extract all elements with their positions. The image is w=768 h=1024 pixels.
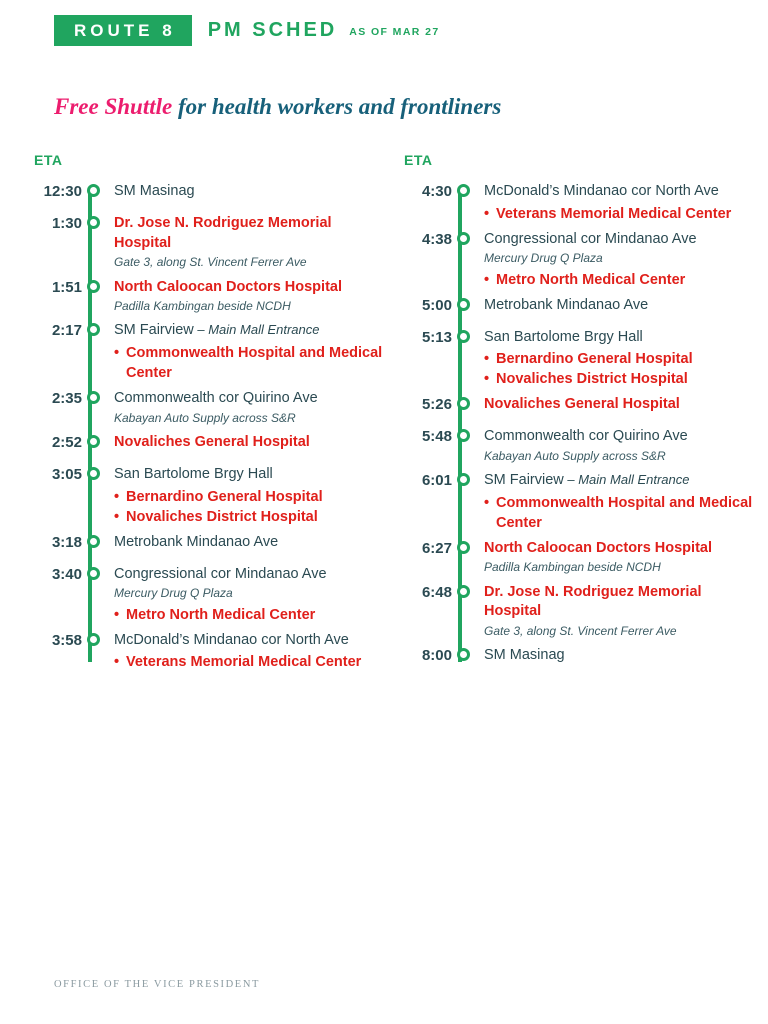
stop-body	[474, 230, 697, 290]
page-header	[0, 0, 768, 50]
stop-name: SM Masinag	[114, 183, 195, 199]
stop-name: Dr. Jose N. Rodriguez Memorial Hospital	[114, 215, 332, 251]
stop-row	[398, 427, 758, 465]
stop-body	[104, 182, 195, 202]
stop-name: Metrobank Mindanao Ave	[484, 296, 649, 313]
stop-row	[28, 433, 388, 459]
stop-bullet-list	[484, 270, 697, 290]
stop-time: 2:35	[51, 390, 82, 408]
stop-marker	[452, 646, 474, 661]
stop-marker	[82, 631, 104, 646]
stop-row	[28, 533, 388, 559]
stop-name-note: – Main Mall Entrance	[193, 322, 320, 338]
stop-bullet-item	[114, 652, 361, 672]
circle-icon	[87, 216, 100, 229]
stop-row	[398, 539, 758, 577]
circle-icon	[457, 298, 470, 311]
stop-name: Commonwealth cor Quirino Ave	[484, 428, 688, 445]
stop-time: 6:01	[421, 472, 452, 490]
circle-icon	[87, 280, 100, 293]
as-of-date: AS OF MAR 27	[349, 26, 440, 38]
stop-bullet-item	[114, 507, 323, 527]
stop-marker	[452, 539, 474, 554]
circle-icon	[87, 467, 100, 480]
circle-icon	[87, 535, 100, 548]
stop-body	[104, 433, 310, 453]
circle-icon	[87, 567, 100, 580]
circle-icon	[457, 648, 470, 661]
stop-bullet-list	[484, 349, 693, 389]
stop-name: Novaliches General Hospital	[114, 433, 310, 450]
stop-bullet-item	[484, 349, 693, 369]
stop-time: 5:26	[421, 396, 452, 414]
stop-marker	[82, 533, 104, 548]
stop-time: 4:38	[421, 230, 452, 248]
stop-name: McDonald’s Mindanao cor North Ave	[114, 631, 349, 648]
stop-bullet-list	[484, 204, 731, 224]
stop-marker	[82, 214, 104, 229]
stop-time: 4:30	[421, 183, 452, 200]
bullet-dot-icon: •	[484, 371, 490, 388]
stop-body	[474, 583, 758, 641]
stop-time: 3:18	[51, 533, 82, 551]
stop-time: 3:58	[51, 631, 82, 649]
stop-body	[474, 395, 680, 415]
stop-row	[28, 321, 388, 383]
stop-bullet-label: Metro North Medical Center	[126, 606, 316, 623]
bullet-dot-icon: •	[484, 205, 490, 222]
stop-marker	[82, 433, 104, 448]
stop-name: North Caloocan Doctors Hospital	[114, 278, 342, 295]
stop-bullet-item	[484, 493, 758, 533]
stop-bullet-label: Commonwealth Hospital and Medical Center	[496, 494, 753, 531]
route-badge: ROUTE 8	[54, 15, 192, 46]
stop-time: 3:40	[51, 565, 82, 583]
stop-bullet-label: Metro North Medical Center	[496, 271, 686, 288]
stop-marker	[82, 465, 104, 480]
stop-bullet-list	[114, 343, 388, 383]
stop-body	[104, 533, 278, 553]
bullet-dot-icon: •	[484, 494, 490, 511]
stop-body	[474, 646, 565, 666]
stop-name: Dr. Jose N. Rodriguez Memorial Hospital	[484, 583, 702, 620]
timeline-left	[28, 182, 388, 672]
circle-icon	[457, 232, 470, 245]
stop-row	[398, 583, 758, 641]
stop-sublabel: Mercury Drug Q Plaza	[484, 251, 603, 266]
stop-body	[104, 565, 327, 625]
stop-marker	[452, 427, 474, 442]
stop-marker	[82, 278, 104, 293]
stop-row	[398, 646, 758, 672]
stop-marker	[82, 182, 104, 197]
stop-sublabel: Padilla Kambingan beside NCDH	[484, 560, 661, 575]
bullet-dot-icon: •	[114, 488, 120, 505]
stop-body	[474, 328, 693, 390]
stop-bullet-label: Commonwealth Hospital and Medical Center	[126, 345, 383, 382]
stop-sublabel: Gate 3, along St. Vincent Ferrer Ave	[484, 623, 677, 638]
stop-row	[28, 182, 388, 208]
stop-name: San Bartolome Brgy Hall	[114, 465, 273, 482]
stop-bullet-item	[484, 369, 693, 389]
stop-time: 1:30	[51, 215, 82, 232]
stop-name: SM Fairview – Main Mall Entrance	[484, 472, 690, 489]
stop-body	[474, 296, 648, 316]
circle-icon	[457, 330, 470, 343]
schedule-column-left	[28, 152, 388, 678]
stop-body	[104, 278, 342, 316]
stop-body	[104, 214, 388, 272]
stop-sublabel: Gate 3, along St. Vincent Ferrer Ave	[114, 255, 307, 270]
schedule-column-right	[398, 152, 758, 678]
stop-body	[474, 427, 688, 465]
bullet-dot-icon: •	[114, 508, 120, 525]
stop-body	[104, 389, 318, 427]
stop-time: 6:27	[421, 539, 452, 557]
page-title-highlight: Free Shuttle	[54, 94, 173, 119]
stop-row	[398, 296, 758, 322]
stop-row	[28, 631, 388, 673]
stop-bullet-item	[114, 343, 388, 383]
stop-marker	[452, 296, 474, 311]
stop-list-left	[28, 182, 388, 672]
stop-sublabel: Kabayan Auto Supply across S&R	[484, 448, 666, 463]
stop-bullet-label: Novaliches District Hospital	[496, 371, 688, 388]
stop-bullet-list	[114, 652, 361, 672]
footer-office-label: OFFICE OF THE VICE PRESIDENT	[54, 979, 261, 990]
stop-bullet-item	[484, 270, 697, 290]
stop-name: Commonwealth cor Quirino Ave	[114, 390, 318, 407]
stop-bullet-list	[114, 605, 327, 625]
stop-name: Congressional cor Mindanao Ave	[484, 230, 697, 247]
stop-row	[398, 230, 758, 290]
timeline-right	[398, 182, 758, 672]
stop-sublabel: Padilla Kambingan beside NCDH	[114, 299, 291, 314]
circle-icon	[457, 429, 470, 442]
stop-body	[474, 471, 758, 533]
stop-bullet-item	[114, 605, 327, 625]
stop-body	[104, 321, 388, 383]
stop-body	[104, 465, 323, 527]
page-title	[54, 94, 768, 120]
stop-sublabel: Kabayan Auto Supply across S&R	[114, 410, 296, 425]
bullet-dot-icon: •	[114, 345, 120, 362]
stop-row	[28, 565, 388, 625]
stop-time: 2:52	[51, 433, 82, 451]
eta-header-left: ETA	[34, 152, 63, 168]
circle-icon	[87, 184, 100, 197]
stop-name: North Caloocan Doctors Hospital	[484, 539, 712, 556]
stop-time: 5:13	[421, 328, 452, 346]
stop-bullet-list	[484, 493, 758, 533]
stop-bullet-item	[114, 487, 323, 507]
stop-row	[398, 182, 758, 224]
stop-row	[398, 471, 758, 533]
stop-bullet-label: Novaliches District Hospital	[126, 508, 318, 525]
stop-marker	[82, 565, 104, 580]
stop-list-right	[398, 182, 758, 672]
stop-bullet-item	[484, 204, 731, 224]
stop-row	[28, 465, 388, 527]
circle-icon	[457, 473, 470, 486]
stop-name: McDonald’s Mindanao cor North Ave	[484, 183, 719, 199]
stop-name: Novaliches General Hospital	[484, 396, 680, 413]
stop-row	[398, 395, 758, 421]
stop-marker	[452, 471, 474, 486]
stop-sublabel: Mercury Drug Q Plaza	[114, 586, 233, 601]
eta-header-right: ETA	[404, 152, 433, 168]
circle-icon	[457, 184, 470, 197]
circle-icon	[87, 323, 100, 336]
stop-time: 5:00	[421, 296, 452, 314]
stop-marker	[452, 395, 474, 410]
stop-time: 12:30	[43, 183, 82, 200]
stop-marker	[452, 583, 474, 598]
stop-name: San Bartolome Brgy Hall	[484, 328, 643, 345]
circle-icon	[87, 633, 100, 646]
stop-marker	[82, 389, 104, 404]
stop-row	[28, 278, 388, 316]
stop-body	[474, 182, 731, 224]
stop-row	[398, 328, 758, 390]
stop-name: SM Fairview – Main Mall Entrance	[114, 322, 320, 339]
stop-time: 1:51	[51, 278, 82, 296]
stop-bullet-list	[114, 487, 323, 527]
stop-name: Metrobank Mindanao Ave	[114, 533, 279, 550]
page-title-rest: for health workers and frontliners	[172, 94, 502, 119]
stop-body	[474, 539, 712, 577]
stop-time: 3:05	[51, 465, 82, 483]
stop-bullet-label: Veterans Memorial Medical Center	[126, 654, 362, 671]
stop-time: 6:48	[421, 583, 452, 601]
stop-body	[104, 631, 361, 673]
stop-name-note: – Main Mall Entrance	[563, 472, 690, 488]
stop-name: SM Masinag	[484, 647, 565, 664]
stop-bullet-label: Veterans Memorial Medical Center	[496, 205, 732, 222]
bullet-dot-icon: •	[484, 271, 490, 288]
bullet-dot-icon: •	[484, 351, 490, 368]
circle-icon	[457, 397, 470, 410]
schedule-label: PM SCHED	[207, 18, 338, 41]
stop-row	[28, 389, 388, 427]
stop-marker	[452, 230, 474, 245]
stop-time: 8:00	[421, 647, 452, 665]
stop-bullet-label: Bernardino General Hospital	[126, 488, 323, 505]
circle-icon	[457, 541, 470, 554]
stop-name: Congressional cor Mindanao Ave	[114, 565, 327, 582]
circle-icon	[87, 391, 100, 404]
stop-time: 2:17	[51, 322, 82, 340]
circle-icon	[457, 585, 470, 598]
stop-marker	[452, 328, 474, 343]
stop-bullet-label: Bernardino General Hospital	[496, 351, 693, 368]
circle-icon	[87, 435, 100, 448]
bullet-dot-icon: •	[114, 654, 120, 671]
stop-time: 5:48	[421, 428, 452, 446]
stop-row	[28, 214, 388, 272]
bullet-dot-icon: •	[114, 606, 120, 623]
stop-marker	[452, 182, 474, 197]
stop-marker	[82, 321, 104, 336]
